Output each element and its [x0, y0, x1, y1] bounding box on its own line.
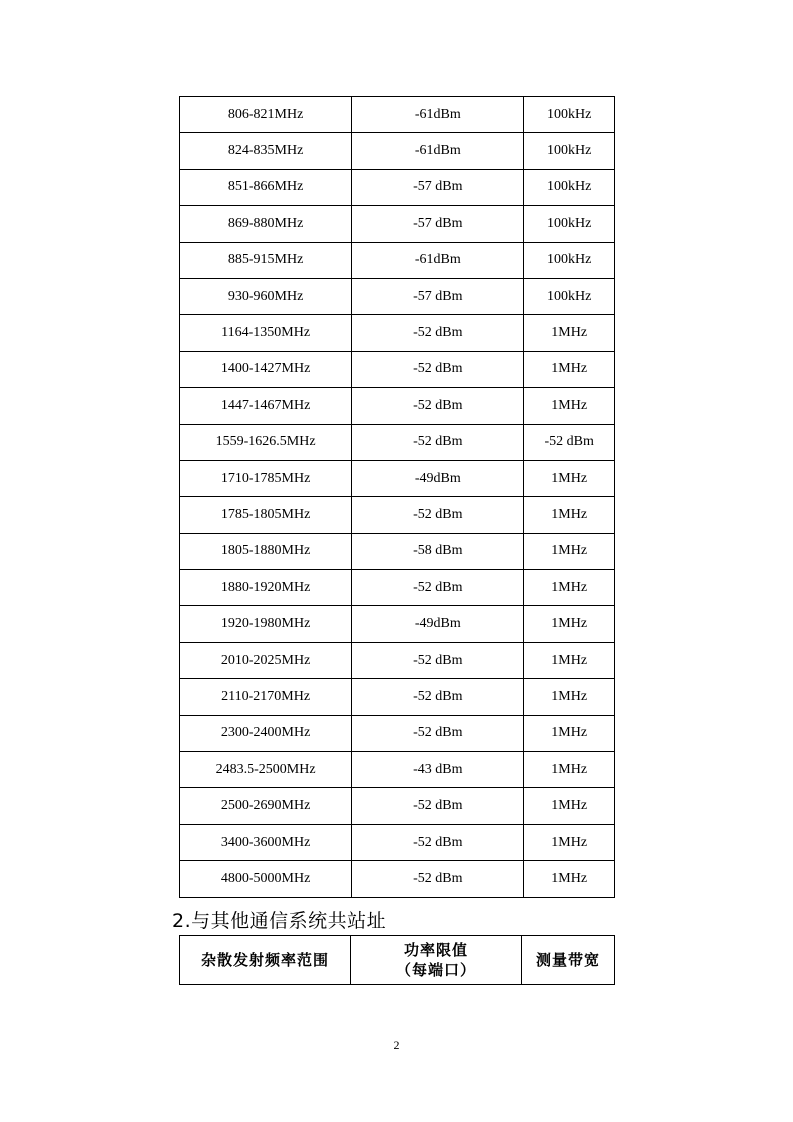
- frequency-range-cell: 2010-2025MHz: [180, 642, 352, 678]
- table-row: [180, 351, 615, 387]
- header-power-limit-line1: 功率限值: [403, 940, 468, 959]
- table-row: [180, 206, 615, 242]
- power-limit-cell: -61dBm: [352, 97, 524, 133]
- header-power-limit-line2: （每端口）: [395, 961, 476, 979]
- bandwidth-cell: 1MHz: [524, 861, 615, 897]
- power-limit-cell: -52 dBm: [352, 679, 524, 715]
- power-limit-cell: -61dBm: [352, 242, 524, 278]
- bandwidth-cell: 1MHz: [524, 388, 615, 424]
- frequency-range-cell: 1710-1785MHz: [180, 460, 352, 496]
- power-limit-cell: -43 dBm: [352, 752, 524, 788]
- power-limit-cell: -52 dBm: [352, 570, 524, 606]
- frequency-range-cell: 885-915MHz: [180, 242, 352, 278]
- bandwidth-cell: 1MHz: [524, 315, 615, 351]
- frequency-range-cell: 2110-2170MHz: [180, 679, 352, 715]
- power-limit-cell: -49dBm: [352, 460, 524, 496]
- power-limit-cell: -61dBm: [352, 133, 524, 169]
- power-limit-cell: -52 dBm: [352, 788, 524, 824]
- power-limit-cell: -52 dBm: [352, 861, 524, 897]
- table-row: [180, 169, 615, 205]
- table-row: [180, 861, 615, 897]
- frequency-range-cell: 1805-1880MHz: [180, 533, 352, 569]
- power-limit-cell: -57 dBm: [352, 206, 524, 242]
- page-number: 2: [393, 1038, 400, 1052]
- frequency-range-cell: 1880-1920MHz: [180, 570, 352, 606]
- table-row: [180, 460, 615, 496]
- power-limit-cell: -52 dBm: [352, 497, 524, 533]
- bandwidth-cell: 100kHz: [524, 169, 615, 205]
- table-row: [180, 97, 615, 133]
- frequency-range-cell: 1447-1467MHz: [180, 388, 352, 424]
- table-row: [180, 788, 615, 824]
- header-power-limit: [351, 936, 522, 985]
- header-frequency-range: 杂散发射频率范围: [180, 936, 351, 985]
- frequency-range-cell: 1785-1805MHz: [180, 497, 352, 533]
- frequency-range-cell: 2500-2690MHz: [180, 788, 352, 824]
- bandwidth-cell: 1MHz: [524, 715, 615, 751]
- bandwidth-cell: 1MHz: [524, 460, 615, 496]
- frequency-range-cell: 1920-1980MHz: [180, 606, 352, 642]
- frequency-range-cell: 1559-1626.5MHz: [180, 424, 352, 460]
- power-limit-cell: -57 dBm: [352, 169, 524, 205]
- frequency-range-cell: 930-960MHz: [180, 278, 352, 314]
- frequency-range-cell: 3400-3600MHz: [180, 824, 352, 860]
- table-row: [180, 315, 615, 351]
- bandwidth-cell: 100kHz: [524, 278, 615, 314]
- frequency-range-cell: 1400-1427MHz: [180, 351, 352, 387]
- power-limit-cell: -52 dBm: [352, 315, 524, 351]
- spurious-emission-table-body: [180, 97, 615, 898]
- power-limit-cell: -49dBm: [352, 606, 524, 642]
- power-limit-cell: -58 dBm: [352, 533, 524, 569]
- frequency-range-cell: 806-821MHz: [180, 97, 352, 133]
- table-row: [180, 133, 615, 169]
- table-row: [180, 497, 615, 533]
- bandwidth-cell: 100kHz: [524, 133, 615, 169]
- table-row: [180, 424, 615, 460]
- table-header-row: [180, 936, 615, 985]
- spurious-emission-table: [179, 96, 615, 898]
- table-row: [180, 388, 615, 424]
- table-row: [180, 570, 615, 606]
- header-measurement-bandwidth: 测量带宽: [522, 936, 615, 985]
- section-heading: 2.与其他通信系统共站址: [172, 910, 387, 932]
- table-row: [180, 242, 615, 278]
- frequency-range-cell: 4800-5000MHz: [180, 861, 352, 897]
- table-row: [180, 679, 615, 715]
- bandwidth-cell: 1MHz: [524, 570, 615, 606]
- frequency-range-cell: 869-880MHz: [180, 206, 352, 242]
- frequency-range-cell: 851-866MHz: [180, 169, 352, 205]
- table-row: [180, 715, 615, 751]
- bandwidth-cell: 1MHz: [524, 788, 615, 824]
- frequency-range-cell: 2483.5-2500MHz: [180, 752, 352, 788]
- bandwidth-cell: 1MHz: [524, 497, 615, 533]
- bandwidth-cell: 1MHz: [524, 351, 615, 387]
- frequency-range-cell: 824-835MHz: [180, 133, 352, 169]
- power-limit-cell: -52 dBm: [352, 642, 524, 678]
- bandwidth-cell: 100kHz: [524, 206, 615, 242]
- frequency-range-cell: 2300-2400MHz: [180, 715, 352, 751]
- power-limit-cell: -52 dBm: [352, 388, 524, 424]
- co-site-table: [179, 935, 615, 985]
- table-row: [180, 533, 615, 569]
- power-limit-cell: -57 dBm: [352, 278, 524, 314]
- bandwidth-cell: 100kHz: [524, 242, 615, 278]
- table-row: [180, 606, 615, 642]
- table-row: [180, 824, 615, 860]
- bandwidth-cell: -52 dBm: [524, 424, 615, 460]
- power-limit-cell: -52 dBm: [352, 715, 524, 751]
- table-row: [180, 642, 615, 678]
- bandwidth-cell: 1MHz: [524, 824, 615, 860]
- power-limit-cell: -52 dBm: [352, 351, 524, 387]
- table-row: [180, 752, 615, 788]
- power-limit-cell: -52 dBm: [352, 424, 524, 460]
- bandwidth-cell: 1MHz: [524, 533, 615, 569]
- bandwidth-cell: 1MHz: [524, 752, 615, 788]
- power-limit-cell: -52 dBm: [352, 824, 524, 860]
- bandwidth-cell: 100kHz: [524, 97, 615, 133]
- bandwidth-cell: 1MHz: [524, 642, 615, 678]
- frequency-range-cell: 1164-1350MHz: [180, 315, 352, 351]
- table-row: [180, 278, 615, 314]
- bandwidth-cell: 1MHz: [524, 606, 615, 642]
- bandwidth-cell: 1MHz: [524, 679, 615, 715]
